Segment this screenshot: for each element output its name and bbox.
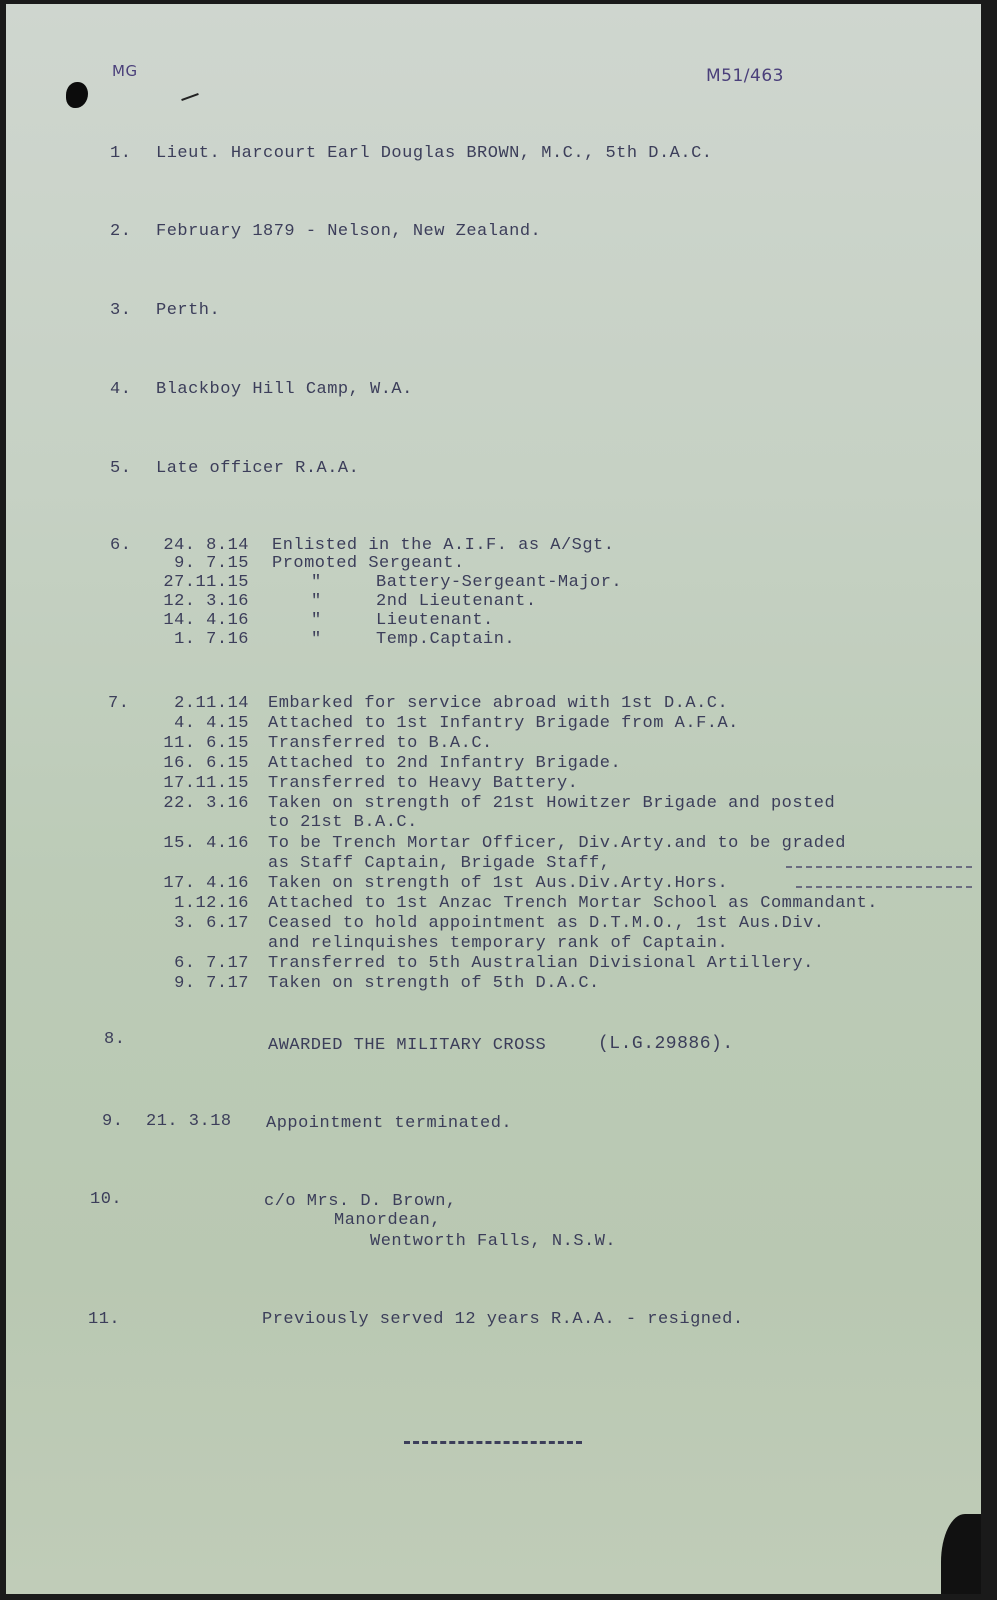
- closing-rule: [404, 1441, 582, 1444]
- award-text: AWARDED THE MILITARY CROSS: [268, 1036, 547, 1055]
- entry-text: Transferred to 5th Australian Divisional Artillery.: [268, 954, 814, 973]
- entry-text: Enlisted in the A.I.F. as A/Sgt.: [272, 536, 615, 555]
- item-number: 8.: [104, 1030, 126, 1049]
- entry-text: Appointment terminated.: [266, 1114, 513, 1133]
- entry-text: Attached to 1st Anzac Trench Mortar School as Commandant.: [268, 894, 878, 913]
- entry-date: 16. 6.15: [163, 754, 249, 773]
- pencil-mark: [181, 93, 199, 101]
- header-right-code: M51/463: [706, 66, 784, 86]
- entry-text: Taken on strength of 5th D.A.C.: [268, 974, 600, 993]
- header-left-code: MG: [112, 62, 138, 80]
- entry-text: Transferred to Heavy Battery.: [268, 774, 579, 793]
- entry-date: 17.11.15: [163, 774, 249, 793]
- item-number: 4.: [110, 380, 132, 399]
- entry-date: 2.11.14: [174, 694, 249, 713]
- item-number: 9.: [102, 1112, 124, 1131]
- dashed-rule: [796, 886, 972, 888]
- entry-text: Embarked for service abroad with 1st D.A.C.: [268, 694, 729, 713]
- entry-text: Temp.Captain.: [376, 630, 516, 649]
- award-reference: (L.G.29886).: [598, 1034, 734, 1054]
- entry-date: 4. 4.15: [174, 714, 249, 733]
- item-number: 11.: [88, 1310, 121, 1329]
- item-number: 7.: [108, 694, 130, 713]
- entry-date: 9. 7.15: [174, 554, 249, 573]
- ditto-mark: ": [311, 592, 322, 611]
- entry-date: 1. 7.16: [174, 630, 249, 649]
- item-number: 10.: [90, 1190, 123, 1209]
- entry-date: 15. 4.16: [163, 834, 249, 853]
- address-line: c/o Mrs. D. Brown,: [264, 1192, 457, 1211]
- ditto-mark: ": [311, 611, 322, 630]
- torn-corner: [941, 1514, 981, 1594]
- entry-text: Promoted Sergeant.: [272, 554, 465, 573]
- item-text: Lieut. Harcourt Earl Douglas BROWN, M.C., 5th D.A.C.: [156, 144, 713, 163]
- entry-date: 14. 4.16: [163, 611, 249, 630]
- dashed-rule: [786, 866, 972, 868]
- entry-text: Attached to 2nd Infantry Brigade.: [268, 754, 622, 773]
- entry-date: 3. 6.17: [174, 914, 249, 933]
- entry-date: 22. 3.16: [163, 794, 249, 813]
- entry-text: Battery-Sergeant-Major.: [376, 573, 623, 592]
- entry-date: 21. 3.18: [146, 1112, 232, 1131]
- entry-date: 11. 6.15: [163, 734, 249, 753]
- entry-text: Transferred to B.A.C.: [268, 734, 493, 753]
- entry-text: to 21st B.A.C.: [268, 813, 418, 832]
- address-line: Manordean,: [334, 1211, 442, 1230]
- ditto-mark: ": [311, 630, 322, 649]
- entry-text: as Staff Captain, Brigade Staff,: [268, 854, 611, 873]
- entry-text: Attached to 1st Infantry Brigade from A.F.A.: [268, 714, 739, 733]
- item-number: 5.: [110, 459, 132, 478]
- entry-text: Ceased to hold appointment as D.T.M.O., 1st Aus.Div.: [268, 914, 825, 933]
- item-number: 3.: [110, 301, 132, 320]
- entry-text: 2nd Lieutenant.: [376, 592, 537, 611]
- entry-date: 27.11.15: [163, 573, 249, 592]
- ink-blot: [66, 82, 88, 108]
- entry-date: 1.12.16: [174, 894, 249, 913]
- entry-text: Taken on strength of 1st Aus.Div.Arty.Hors.: [268, 874, 729, 893]
- item-number: 6.: [110, 536, 132, 555]
- entry-text: Previously served 12 years R.A.A. - resigned.: [262, 1310, 744, 1329]
- entry-date: 24. 8.14: [163, 536, 249, 555]
- address-line: Wentworth Falls, N.S.W.: [370, 1232, 617, 1251]
- entry-date: 6. 7.17: [174, 954, 249, 973]
- entry-text: Taken on strength of 21st Howitzer Brigade and posted: [268, 794, 836, 813]
- entry-date: 9. 7.17: [174, 974, 249, 993]
- entry-text: and relinquishes temporary rank of Captain.: [268, 934, 729, 953]
- item-text: Perth.: [156, 301, 221, 320]
- ditto-mark: ": [311, 573, 322, 592]
- entry-text: Lieutenant.: [376, 611, 494, 630]
- item-number: 2.: [110, 222, 132, 241]
- item-text: February 1879 - Nelson, New Zealand.: [156, 222, 542, 241]
- item-number: 1.: [110, 144, 132, 163]
- entry-date: 12. 3.16: [163, 592, 249, 611]
- document-page: [6, 4, 981, 1594]
- item-text: Late officer R.A.A.: [156, 459, 360, 478]
- entry-text: To be Trench Mortar Officer, Div.Arty.and to be graded: [268, 834, 846, 853]
- item-text: Blackboy Hill Camp, W.A.: [156, 380, 413, 399]
- entry-date: 17. 4.16: [163, 874, 249, 893]
